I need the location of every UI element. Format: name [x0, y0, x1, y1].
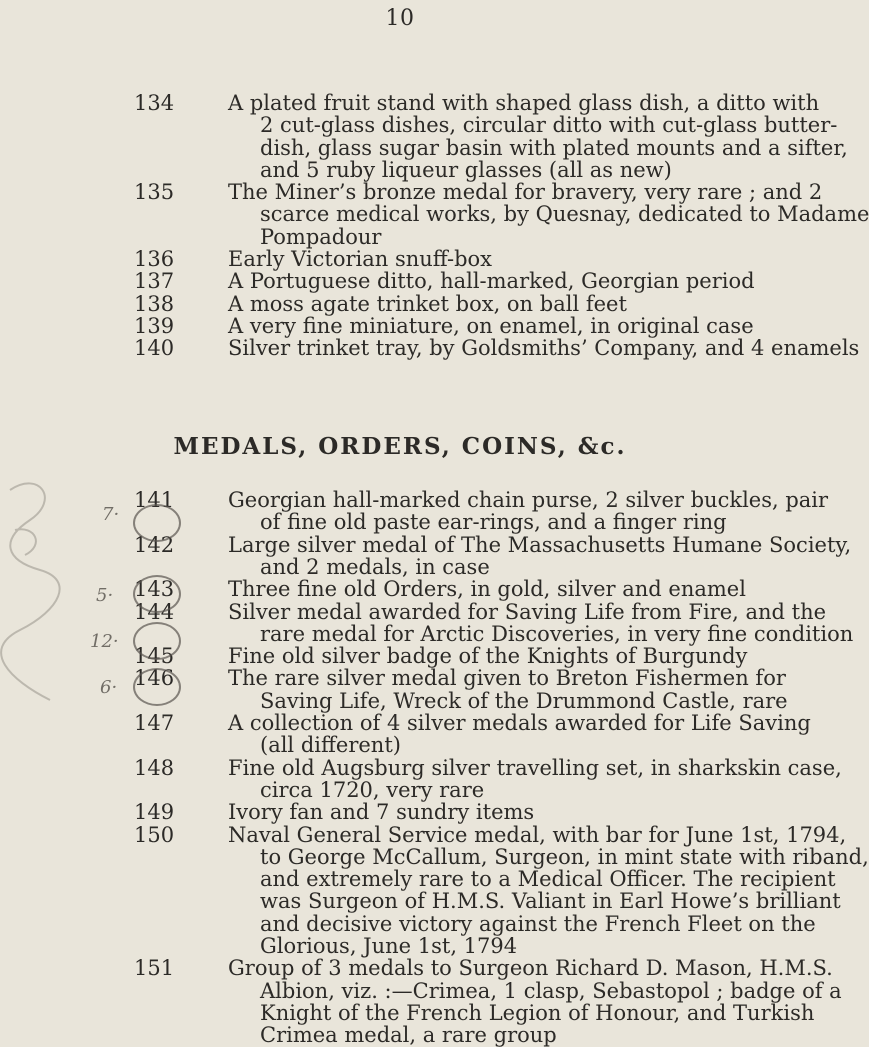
lot-number: 138 — [134, 291, 175, 316]
margin-mark-148: 6· — [100, 677, 118, 698]
lot-description-line: Saving Life, Wreck of the Drummond Castle, rare — [260, 688, 788, 713]
lot-description-line: was Surgeon of H.M.S. Valiant in Earl Howe’s brilliant — [260, 889, 841, 914]
margin-mark-143: 7· — [102, 504, 120, 525]
lot-description-line: Pompadour — [260, 224, 382, 249]
lot-description-line: Fine old silver badge of the Knights of Burgundy — [228, 644, 748, 669]
lot-description-line: A collection of 4 silver medals awarded for Life Saving — [228, 711, 811, 735]
lot-description-line: The rare silver medal given to Breton Fishermen for — [228, 666, 786, 691]
lot-description-line: dish, glass sugar basin with plated mounts and a sifter, — [260, 135, 848, 160]
lot-description-line: The Miner’s bronze medal for bravery, very rare ; and 2 — [228, 180, 823, 205]
lot-number: 136 — [134, 247, 175, 272]
lot-description — [228, 270, 756, 292]
lot-description-line: and 5 ruby liqueur glasses (all as new) — [260, 157, 672, 182]
circle-mark-144 — [133, 504, 181, 542]
circle-mark-146 — [133, 575, 181, 613]
circle-mark-148 — [133, 668, 181, 706]
lot-number: 147 — [134, 711, 175, 735]
lot-description-line: Early Victorian snuff-box — [228, 247, 492, 272]
lot-description — [228, 755, 842, 802]
lot-description-line: Three fine old Orders, in gold, silver and enamel — [228, 577, 746, 602]
lot-description — [228, 315, 756, 337]
lot-description-line: A moss agate trinket box, on ball feet — [228, 291, 627, 316]
lot-description — [228, 578, 756, 600]
lot-number: 140 — [134, 336, 175, 361]
lot-number: 149 — [134, 800, 175, 825]
section-heading: MEDALS, ORDERS, COINS, &c. — [173, 433, 627, 460]
lot-number: 148 — [134, 755, 175, 780]
lot-number: 146 — [134, 666, 175, 691]
lot-description — [228, 822, 869, 958]
circle-mark-147 — [133, 622, 181, 660]
lot-description-line: Silver trinket tray, by Goldsmiths’ Company, and 4 enamels — [228, 336, 860, 361]
lot-description-line: to George McCallum, Surgeon, in mint state with riband, — [260, 844, 869, 869]
lot-description-line: 2 cut-glass dishes, circular ditto with cut-glass butter- — [260, 113, 838, 138]
lot-description — [228, 180, 869, 249]
lot-description-line: Large silver medal of The Massachusetts Humane Society, — [228, 532, 852, 557]
lot-number: 151 — [134, 956, 175, 981]
lot-number: 139 — [134, 314, 175, 338]
lot-description-line: and decisive victory against the French Fleet on the — [260, 911, 816, 936]
lot-description-line: scarce medical works, by Quesnay, dedicated to Madame — [260, 202, 869, 227]
lot-number: 137 — [134, 269, 175, 294]
lot-description — [228, 666, 788, 713]
page-number: 10 — [385, 6, 415, 31]
lot-description — [228, 248, 756, 270]
lot-number: 143 — [134, 577, 175, 602]
lot-description-line: Naval General Service medal, with bar for June 1st, 1794, — [228, 822, 847, 847]
lot-description — [228, 336, 860, 361]
lot-description-line: Albion, viz. :—Crimea, 1 clasp, Sebastopol ; badge of a — [260, 978, 842, 1003]
margin-mark-146: 5· — [96, 585, 114, 606]
lot-description-line: Crimea medal, a rare group — [260, 1023, 557, 1047]
lot-number: 150 — [134, 822, 175, 847]
lot-description — [228, 488, 829, 535]
lot-description-line: A Portuguese ditto, hall-marked, Georgian period — [228, 269, 755, 294]
lot-description-line: circa 1720, very rare — [260, 777, 485, 802]
lot-description-line: Georgian hall-marked chain purse, 2 silver buckles, pair — [228, 488, 829, 512]
lot-description-line: Group of 3 medals to Surgeon Richard D. Mason, H.M.S. — [228, 956, 833, 981]
lot-number: 144 — [134, 599, 175, 624]
lot-number: 135 — [134, 180, 175, 205]
lot-description — [228, 801, 756, 823]
lot-description-line: Knight of the French Legion of Honour, and Turkish — [260, 1000, 815, 1025]
lot-description-line: (all different) — [260, 733, 401, 758]
lot-number: 142 — [134, 532, 175, 557]
lot-description — [228, 645, 756, 667]
lot-description-line: of fine old paste ear-rings, and a finger ring — [260, 510, 727, 535]
lot-description — [228, 293, 756, 315]
bleed-through-scribble — [0, 470, 70, 710]
lot-description-line: and extremely rare to a Medical Officer. The recipient — [260, 867, 836, 892]
lot-description-line: Fine old Augsburg silver travelling set, in sharkskin case, — [228, 755, 842, 780]
lot-description-line: and 2 medals, in case — [260, 554, 490, 579]
lot-number: 141 — [134, 488, 175, 512]
lot-number: 145 — [134, 644, 175, 669]
lot-description-line: A plated fruit stand with shaped glass dish, a ditto with — [228, 91, 820, 115]
lot-description-line: A very fine miniature, on enamel, in original case — [228, 314, 754, 338]
lot-description-line: Glorious, June 1st, 1794 — [260, 933, 518, 958]
lot-description — [228, 532, 852, 579]
lot-description — [228, 91, 848, 182]
lot-description-line: rare medal for Arctic Discoveries, in very fine condition — [260, 621, 854, 646]
lot-description-line: Silver medal awarded for Saving Life from Fire, and the — [228, 599, 827, 624]
lot-description-line: Ivory fan and 7 sundry items — [228, 800, 535, 825]
margin-mark-147: 12· — [90, 631, 119, 652]
lot-description — [228, 599, 854, 646]
lot-description — [228, 711, 811, 758]
lot-number: 134 — [134, 91, 175, 115]
lot-description — [228, 956, 842, 1047]
